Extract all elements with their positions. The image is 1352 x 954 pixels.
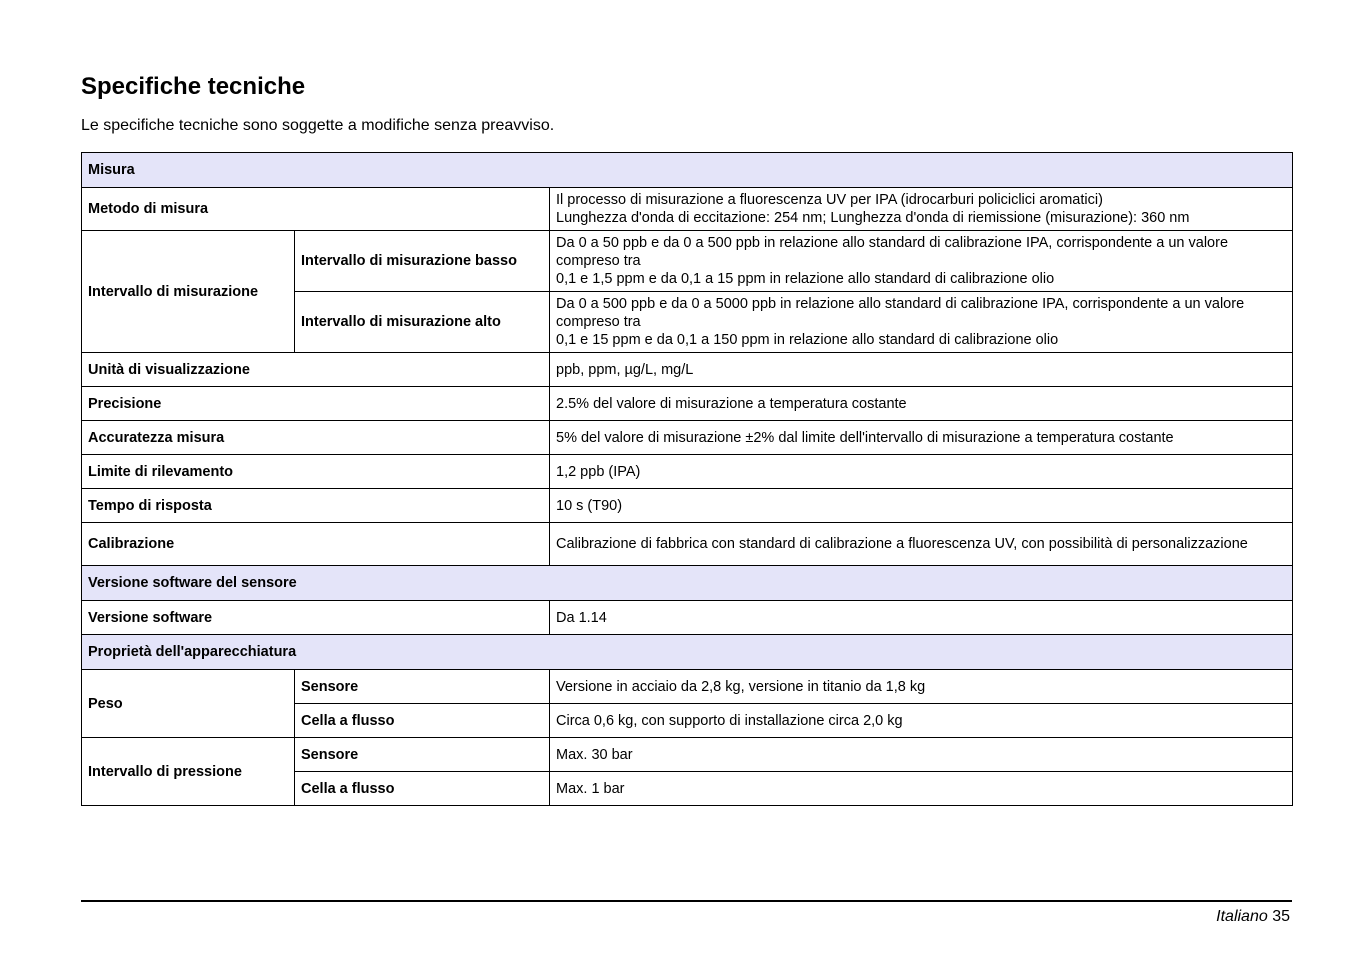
row-value: Circa 0,6 kg, con supporto di installazione circa 2,0 kg [550, 704, 1293, 738]
table-row [82, 353, 1293, 387]
table-row [82, 738, 1293, 772]
row-label: Calibrazione [82, 523, 550, 566]
value-line: Da 0 a 500 ppb e da 0 a 5000 ppb in relazione allo standard di calibrazione IPA, corrispondente a un valore compreso tra [556, 296, 1245, 330]
row-value [550, 292, 1293, 353]
row-label: Intervallo di misurazione [82, 231, 295, 353]
section-header: Misura [82, 153, 1293, 188]
row-label: Accuratezza misura [82, 421, 550, 455]
row-sublabel: Sensore [295, 738, 550, 772]
footer-divider [81, 900, 1292, 902]
row-sublabel: Intervallo di misurazione basso [295, 231, 550, 292]
row-value: Max. 30 bar [550, 738, 1293, 772]
table-row [82, 601, 1293, 635]
row-sublabel: Cella a flusso [295, 772, 550, 806]
table-row [82, 231, 1293, 292]
row-value: 10 s (T90) [550, 489, 1293, 523]
page-title: Specifiche tecniche [81, 73, 306, 100]
row-label: Peso [82, 670, 295, 738]
specifications-table [81, 152, 1293, 806]
row-value: Max. 1 bar [550, 772, 1293, 806]
row-label: Limite di rilevamento [82, 455, 550, 489]
value-line: Il processo di misurazione a fluorescenza UV per IPA (idrocarburi policiclici aromatici) [556, 192, 1103, 208]
table-row [82, 489, 1293, 523]
table-row [82, 455, 1293, 489]
section-header: Proprietà dell'apparecchiatura [82, 635, 1293, 670]
table-row [82, 670, 1293, 704]
section-row-software [82, 566, 1293, 601]
page-footer [1216, 907, 1290, 927]
row-value: 2.5% del valore di misurazione a temperatura costante [550, 387, 1293, 421]
value-line: Da 0 a 50 ppb e da 0 a 500 ppb in relazione allo standard di calibrazione IPA, corrispondente a un valore compreso tra [556, 235, 1229, 269]
row-label: Metodo di misura [82, 188, 550, 231]
row-label: Precisione [82, 387, 550, 421]
row-value [550, 231, 1293, 292]
page-number: 35 [1272, 908, 1290, 925]
section-row-misura [82, 153, 1293, 188]
row-sublabel: Cella a flusso [295, 704, 550, 738]
page-subtitle: Le specifiche tecniche sono soggette a modifiche senza preavviso. [81, 117, 555, 134]
value-line: Lunghezza d'onda di eccitazione: 254 nm; Lunghezza d'onda di riemissione (misurazione): 360 nm [556, 210, 1190, 226]
row-value: 1,2 ppb (IPA) [550, 455, 1293, 489]
value-line: 0,1 e 15 ppm e da 0,1 a 150 ppm in relazione allo standard di calibrazione olio [556, 332, 1059, 348]
row-label: Intervallo di pressione [82, 738, 295, 806]
table-row [82, 421, 1293, 455]
row-value: ppb, ppm, µg/L, mg/L [550, 353, 1293, 387]
row-label: Unità di visualizzazione [82, 353, 550, 387]
row-label: Versione software [82, 601, 550, 635]
section-header: Versione software del sensore [82, 566, 1293, 601]
row-value: 5% del valore di misurazione ±2% dal limite dell'intervallo di misurazione a temperatura costante [550, 421, 1293, 455]
section-row-proprieta [82, 635, 1293, 670]
value-line: 0,1 e 1,5 ppm e da 0,1 a 15 ppm in relazione allo standard di calibrazione olio [556, 271, 1055, 287]
row-sublabel: Intervallo di misurazione alto [295, 292, 550, 353]
footer-language: Italiano [1216, 908, 1268, 925]
row-sublabel: Sensore [295, 670, 550, 704]
table-row [82, 387, 1293, 421]
row-value: Versione in acciaio da 2,8 kg, versione in titanio da 1,8 kg [550, 670, 1293, 704]
row-value [550, 188, 1293, 231]
table-row [82, 523, 1293, 566]
table-row [82, 188, 1293, 231]
row-value: Calibrazione di fabbrica con standard di calibrazione a fluorescenza UV, con possibilità di personalizzazione [550, 523, 1293, 566]
row-label: Tempo di risposta [82, 489, 550, 523]
row-value: Da 1.14 [550, 601, 1293, 635]
